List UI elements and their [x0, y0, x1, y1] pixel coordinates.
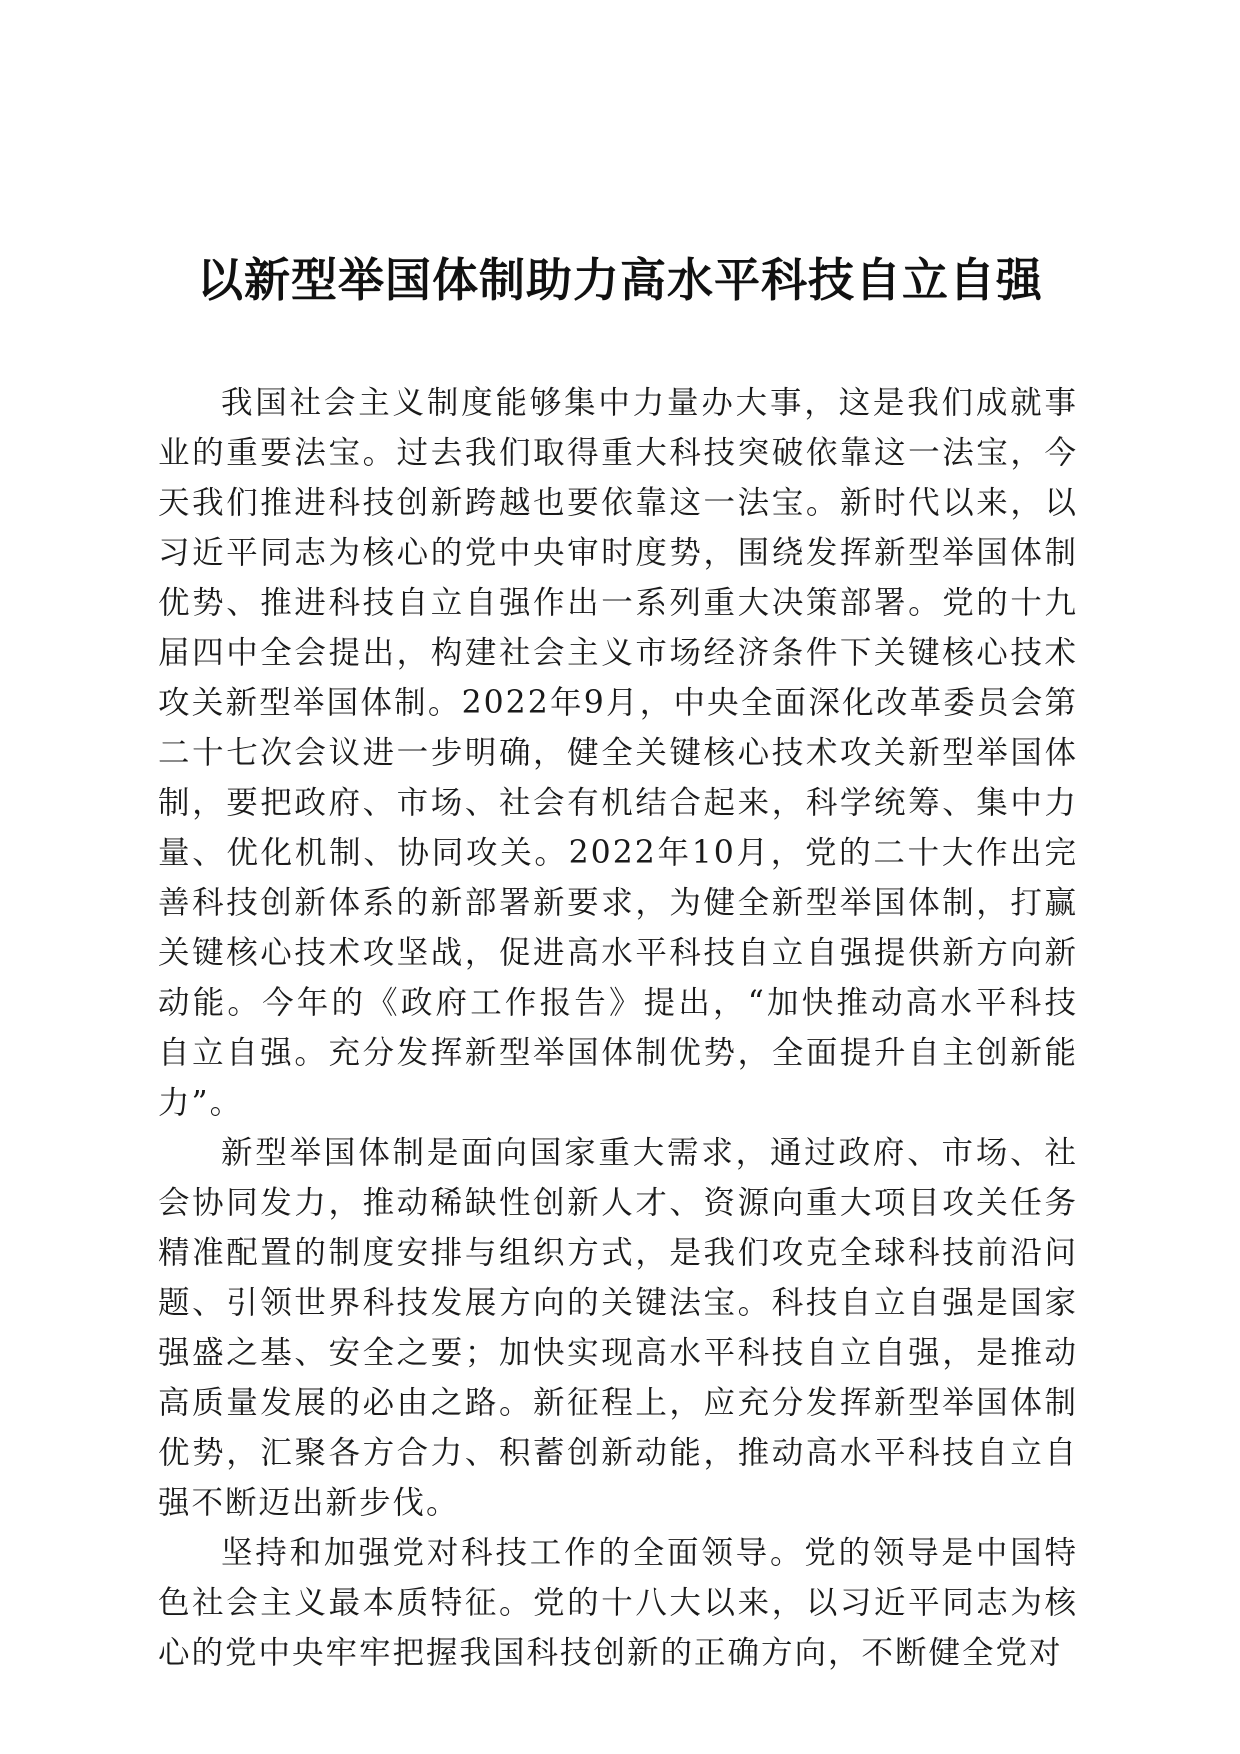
- paragraph-3: 坚持和加强党对科技工作的全面领导。党的领导是中国特色社会主义最本质特征。党的十八大以来，以习近平同志为核心的党中央牢牢把握我国科技创新的正确方向，不断健全党对: [158, 1535, 1078, 1671]
- document-title: 以新型举国体制助力高水平科技自立自强: [197, 253, 1043, 307]
- document-body: [158, 378, 1078, 1678]
- paragraph-2: 新型举国体制是面向国家重大需求，通过政府、市场、社会协同发力，推动稀缺性创新人才、资源向重大项目攻关任务精准配置的制度安排与组织方式，是我们攻克全球科技前沿问题、引领世界科技发展方向的关键法宝。科技自立自强是国家强盛之基、安全之要；加快实现高水平科技自立自强，是推动高质量发展的必由之路。新征程上，应充分发挥新型举国体制优势，汇聚各方合力、积蓄创新动能，推动高水平科技自立自强不断迈出新步伐。: [158, 1135, 1078, 1521]
- paragraph-1: 我国社会主义制度能够集中力量办大事，这是我们成就事业的重要法宝。过去我们取得重大科技突破依靠这一法宝，今天我们推进科技创新跨越也要依靠这一法宝。新时代以来，以习近平同志为核心的党中央审时度势，围绕发挥新型举国体制优势、推进科技自立自强作出一系列重大决策部署。党的十九届四中全会提出，构建社会主义市场经济条件下关键核心技术攻关新型举国体制。2022年9月，中央全面深化改革委员会第二十七次会议进一步明确，健全关键核心技术攻关新型举国体制，要把政府、市场、社会有机结合起来，科学统筹、集中力量、优化机制、协同攻关。2022年10月，党的二十大作出完善科技创新体系的新部署新要求，为健全新型举国体制，打赢关键核心技术攻坚战，促进高水平科技自立自强提供新方向新动能。今年的《政府工作报告》提出，“加快推动高水平科技自立自强。充分发挥新型举国体制优势，全面提升自主创新能力”。: [158, 385, 1078, 1121]
